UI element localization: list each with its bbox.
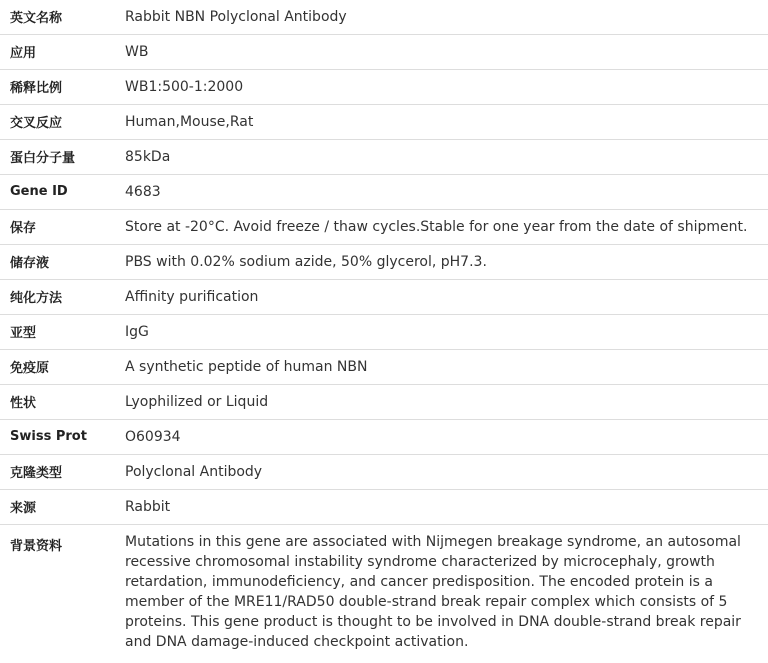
row-value: Affinity purification: [114, 279, 768, 314]
spec-row-reactivity: [0, 104, 768, 139]
row-value: O60934: [114, 419, 768, 454]
row-label: 克隆类型: [0, 454, 114, 489]
row-label: 纯化方法: [0, 279, 114, 314]
row-value: Mutations in this gene are associated with Nijmegen breakage syndrome, an autosomal recessive chromosomal instability syndrome characterized by microcephaly, growth retardation, immunodeficiency, and cancer predisposition. The encoded protein is a member of the MRE11/RAD50 double-strand break repair complex which consists of 5 proteins. This gene product is thought to be involved in DNA double-strand break repair and DNA damage-induced checkpoint activation.: [125, 533, 741, 650]
row-label: 来源: [0, 489, 114, 524]
row-label: 亚型: [0, 314, 114, 349]
spec-row-clonality: [0, 454, 768, 489]
row-label: 性状: [0, 384, 114, 419]
spec-row-buffer: [0, 244, 768, 279]
row-value: 85kDa: [114, 139, 768, 174]
row-label: 英文名称: [0, 0, 114, 34]
spec-row-host: [0, 489, 768, 524]
row-value: Rabbit: [114, 489, 768, 524]
spec-row-storage: [0, 209, 768, 244]
row-value: Rabbit NBN Polyclonal Antibody: [114, 0, 768, 34]
spec-row-isotype: [0, 314, 768, 349]
row-label: 储存液: [0, 244, 114, 279]
spec-row-molecular-weight: [0, 139, 768, 174]
row-label: 稀释比例: [0, 69, 114, 104]
row-value: Human,Mouse,Rat: [114, 104, 768, 139]
row-value: WB: [114, 34, 768, 69]
row-value: IgG: [114, 314, 768, 349]
row-label: 保存: [0, 209, 114, 244]
spec-row-background: [0, 524, 768, 652]
spec-row-purification: [0, 279, 768, 314]
spec-row-immunogen: [0, 349, 768, 384]
row-value: PBS with 0.02% sodium azide, 50% glycerol, pH7.3.: [114, 244, 768, 279]
spec-row-swiss-prot: [0, 419, 768, 454]
row-label: 蛋白分子量: [0, 139, 114, 174]
row-value: Store at -20°C. Avoid freeze / thaw cycles.Stable for one year from the date of shipment.: [114, 209, 768, 244]
row-value: WB1:500-1:2000: [114, 69, 768, 104]
spec-row-dilution: [0, 69, 768, 104]
row-label: 交叉反应: [0, 104, 114, 139]
row-value: 4683: [114, 174, 768, 209]
row-value: A synthetic peptide of human NBN: [114, 349, 768, 384]
spec-row-application: [0, 34, 768, 69]
row-value: Polyclonal Antibody: [114, 454, 768, 489]
spec-row-english-name: [0, 0, 768, 34]
spec-row-form: [0, 384, 768, 419]
row-label: Swiss Prot: [0, 419, 114, 454]
row-label: Gene ID: [0, 174, 114, 209]
spec-row-gene-id: [0, 174, 768, 209]
row-label: 免疫原: [0, 349, 114, 384]
row-label: 应用: [0, 34, 114, 69]
row-label: 背景资料: [10, 538, 63, 554]
row-value: Lyophilized or Liquid: [114, 384, 768, 419]
